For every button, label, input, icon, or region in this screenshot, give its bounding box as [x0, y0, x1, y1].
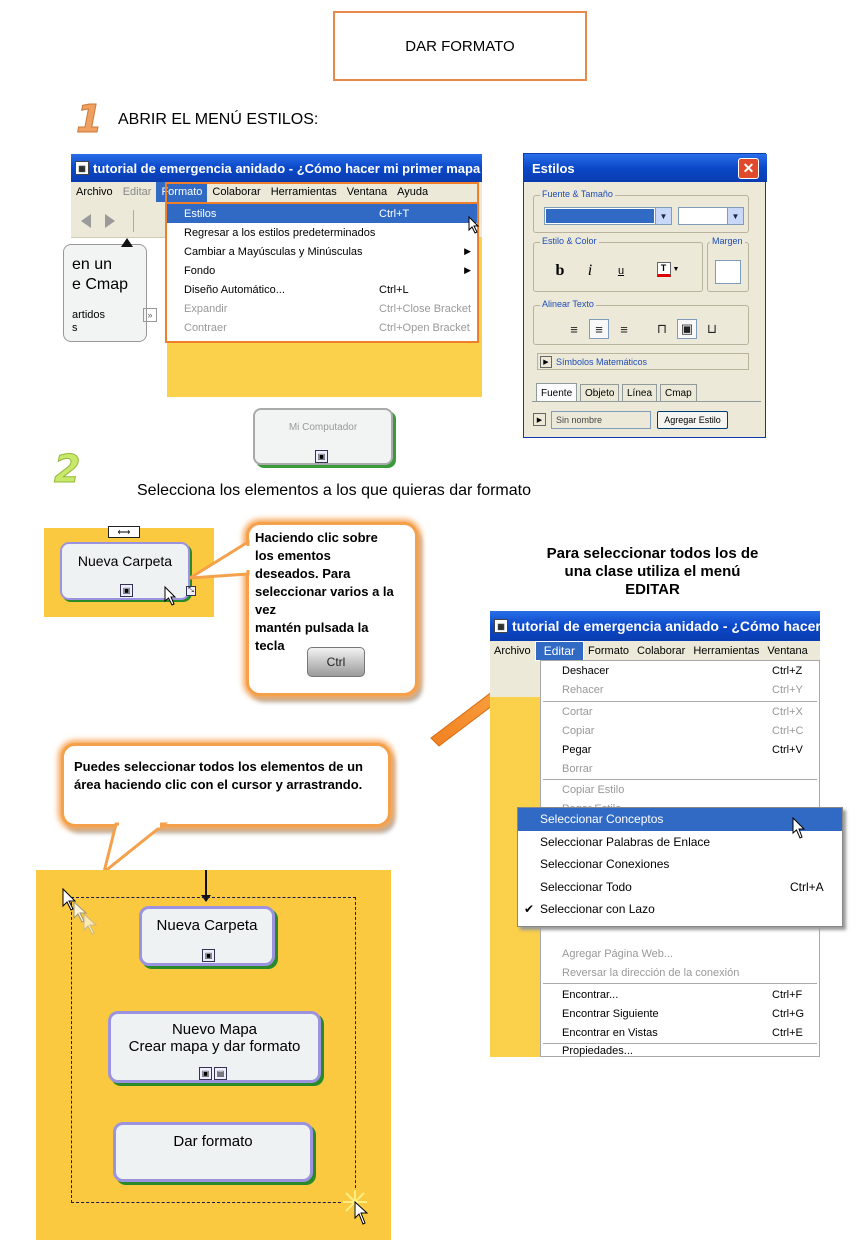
submenu-arrow-icon: ▶ — [464, 246, 471, 256]
add-style-label: Agregar Estilo — [664, 415, 721, 425]
italic-button[interactable]: i — [587, 262, 593, 279]
valign-bottom-icon[interactable]: ⊔ — [706, 321, 718, 336]
chevron-down-icon: ▼ — [672, 265, 680, 273]
menu-item-fondo[interactable] — [167, 261, 477, 280]
menu-archivo[interactable]: Archivo — [76, 186, 113, 198]
menu-item-shortcut: Ctrl+T — [379, 207, 410, 220]
margin-input[interactable] — [715, 260, 741, 284]
node-label: Dar formato — [173, 1133, 253, 1150]
menu-item-encontrar-siguiente[interactable] — [541, 1004, 819, 1023]
back-arrow-icon[interactable] — [81, 214, 91, 228]
tab-cmap[interactable]: Cmap — [660, 384, 697, 401]
text-color-icon — [657, 262, 671, 277]
menu-item-label: Seleccionar Todo — [540, 879, 632, 894]
menu-item-propiedades[interactable] — [541, 1044, 819, 1058]
menu-item-shortcut: Ctrl+X — [772, 705, 803, 718]
menu-item-label: Contraer — [184, 321, 227, 334]
menu-item-label: Borrar — [562, 762, 593, 775]
concept-node-nueva-carpeta[interactable] — [139, 906, 275, 966]
forward-arrow-icon[interactable] — [105, 214, 115, 228]
link-arrowhead-icon — [121, 238, 133, 247]
callout-line: seleccionar varios a la — [255, 584, 394, 599]
step-2-number: 2 — [54, 447, 81, 491]
menu-ventana[interactable]: Ventana — [767, 645, 808, 657]
node-document-icon[interactable]: ▤ — [214, 1067, 227, 1080]
window-title: tutorial de emergencia anidado - ¿Cómo hacer mi — [512, 618, 842, 634]
menu-editar[interactable]: Editar — [122, 186, 152, 198]
editar-heading — [515, 545, 790, 599]
menu-item-shortcut: Ctrl+Open Bracket — [379, 321, 470, 334]
menu-item-expandir[interactable] — [167, 299, 477, 318]
node-resource-icon[interactable]: ▣ — [120, 584, 133, 597]
node-text-line-3: artidos — [72, 309, 106, 321]
menu-item-shortcut: Ctrl+G — [772, 1007, 805, 1020]
add-style-button[interactable] — [657, 411, 728, 429]
callout-line: vez — [255, 602, 276, 617]
menu-item-shortcut: Ctrl+C — [772, 724, 804, 737]
node-text-line-2: e Cmap — [72, 276, 129, 293]
menu-item-shortcut: Ctrl+E — [772, 1026, 803, 1039]
valign-top-icon[interactable]: ⊓ — [656, 321, 668, 336]
node-text-line-4: s — [72, 322, 78, 334]
callout2-pointer — [96, 822, 168, 874]
ctrl-key-icon: Ctrl — [307, 647, 365, 677]
expand-triangle-icon: ▶ — [540, 356, 552, 368]
window-title: tutorial de emergencia anidado - ¿Cómo hacer mi primer mapa — [93, 160, 481, 176]
menu-item-seleccionar-conexiones[interactable] — [518, 853, 842, 876]
underline-button[interactable]: u — [617, 265, 625, 277]
callout1-pointer — [186, 540, 252, 600]
heading-line: EDITAR — [625, 581, 680, 598]
group-label: Alinear Texto — [542, 299, 594, 309]
dialog-title: Estilos — [532, 160, 575, 176]
menu-item-label: Agregar Página Web... — [562, 947, 674, 960]
group-label: Estilo & Color — [542, 236, 597, 246]
cmap-app-icon: ▦ — [75, 161, 89, 175]
menu-item-encontrar[interactable] — [541, 985, 819, 1004]
chevron-down-icon[interactable]: ▼ — [727, 208, 743, 224]
menubar — [490, 641, 820, 661]
menu-item-regresar-estilos[interactable] — [167, 223, 477, 242]
checkmark-icon: ✔ — [524, 902, 535, 917]
callout-line: los ementos — [255, 548, 331, 563]
step-1-text: ABRIR EL MENÚ ESTILOS: — [118, 111, 319, 128]
heading-line: Para seleccionar todos los de — [546, 545, 759, 562]
menu-archivo[interactable]: Archivo — [494, 645, 531, 657]
menu-item-label: Fondo — [184, 264, 216, 277]
dialog-titlebar — [524, 154, 767, 182]
menu-ventana[interactable]: Ventana — [346, 186, 388, 198]
menu-colaborar[interactable]: Colaborar — [212, 186, 261, 198]
menu-item-label: Seleccionar Conceptos — [540, 812, 664, 827]
menu-item-deshacer[interactable] — [541, 661, 819, 680]
menu-herramientas[interactable]: Herramientas — [270, 186, 337, 198]
toolbar-strip — [490, 661, 540, 697]
tab-fuente[interactable]: Fuente — [536, 383, 577, 402]
node-text-line-1: en un — [72, 256, 113, 273]
menu-item-shortcut: Ctrl+Close Bracket — [379, 302, 472, 315]
menu-item-pegar[interactable] — [541, 740, 819, 759]
group-label: Fuente & Tamaño — [542, 189, 613, 199]
page-title — [333, 11, 587, 81]
text-color-button[interactable] — [652, 258, 684, 280]
bold-button[interactable]: b — [555, 262, 565, 279]
font-family-selected — [546, 209, 654, 223]
menu-item-reversar-conexion[interactable] — [541, 963, 819, 982]
node-label: Nueva Carpeta — [77, 553, 173, 569]
node-resource-icon[interactable]: ▣ — [202, 949, 215, 962]
cmap-window-editar — [490, 611, 842, 1057]
menu-item-rehacer[interactable] — [541, 680, 819, 699]
node-resource-icon[interactable]: ▣ — [315, 450, 328, 463]
page-title-text: DAR FORMATO — [405, 37, 515, 55]
style-name-value: Sin nombre — [556, 415, 603, 425]
tab-objeto[interactable]: Objeto — [580, 384, 619, 401]
menu-item-encontrar-vistas[interactable] — [541, 1023, 819, 1042]
text-color-letter: T — [660, 262, 667, 273]
tab-strip-line — [532, 401, 761, 402]
callout-line: tecla — [255, 638, 285, 653]
node-label-line-1: Nuevo Mapa — [171, 1021, 258, 1038]
math-symbols-label: Símbolos Matemáticos — [556, 356, 648, 367]
menu-item-label: Seleccionar Conexiones — [540, 857, 670, 872]
callout-text: Puedes seleccionar todos los elementos de un área haciendo clic con el cursor y arrastrando. — [74, 759, 363, 792]
menu-item-label: Propiedades... — [562, 1045, 633, 1057]
menu-separator — [543, 983, 817, 984]
callout-line: deseados. Para — [255, 566, 351, 581]
menu-item-label: Copiar Estilo — [562, 783, 625, 796]
font-size-select[interactable] — [678, 207, 744, 225]
callout-area-select — [61, 743, 391, 827]
menu-item-shortcut: Ctrl+Z — [772, 664, 803, 677]
node-label: Nueva Carpeta — [156, 917, 258, 934]
menu-colaborar[interactable]: Colaborar — [637, 645, 686, 657]
menu-item-label: Seleccionar Palabras de Enlace — [540, 834, 711, 849]
menu-item-label: Deshacer — [562, 664, 610, 677]
expand-arrow-icon[interactable]: » — [143, 308, 157, 322]
style-name-field[interactable] — [551, 411, 651, 429]
menu-item-label: Cambiar a Mayúsculas y Minúsculas — [184, 245, 363, 258]
step-2-text: Selecciona los elementos a los que quieras dar formato — [137, 482, 531, 499]
align-left-icon[interactable]: ≡ — [570, 321, 578, 337]
menu-item-label: Pegar — [562, 743, 592, 756]
cmap-window-formato — [71, 154, 482, 461]
toolbar-separator — [133, 210, 134, 232]
formato-menu-highlight-frame — [165, 182, 479, 204]
concept-node-under-menu[interactable] — [253, 408, 393, 465]
window-titlebar — [71, 154, 482, 182]
menu-item-label: Estilos — [184, 207, 217, 220]
callout-ctrl-select — [246, 522, 418, 696]
align-center-icon[interactable]: ≡ — [589, 319, 609, 339]
menu-item-cambiar-mayusculas[interactable] — [167, 242, 477, 261]
menu-item-label: Encontrar en Vistas — [562, 1026, 658, 1039]
submenu-arrow-icon: ▶ — [464, 265, 471, 275]
link-arrow-icon — [205, 870, 207, 898]
callout-line: Haciendo clic sobre — [255, 530, 378, 545]
menu-item-cortar[interactable] — [541, 702, 819, 721]
menu-item-shortcut: Ctrl+Y — [772, 683, 803, 696]
menu-item-diseno-automatico[interactable] — [167, 280, 477, 299]
node-label-line-2: Crear mapa y dar formato — [128, 1038, 301, 1055]
menu-ayuda[interactable]: Ayuda — [397, 186, 429, 198]
node-under-label: Mi Computador — [288, 422, 358, 433]
style-expander-icon[interactable]: ▶ — [533, 413, 546, 426]
group-label: Margen — [712, 236, 743, 246]
math-symbols-expander[interactable] — [537, 353, 749, 370]
menu-item-label: Encontrar Siguiente — [562, 1007, 659, 1020]
chevron-down-icon[interactable]: ▼ — [655, 208, 671, 224]
heading-line: una clase utiliza el menú — [564, 563, 741, 580]
cmap-app-icon: ▦ — [494, 619, 508, 633]
resize-handle-icon[interactable]: ⟷ — [108, 526, 140, 538]
lasso-selection-area — [36, 870, 391, 1240]
concept-node-dar-formato[interactable] — [113, 1122, 313, 1182]
align-right-icon[interactable]: ≡ — [620, 321, 628, 337]
step-1-number: 1 — [76, 97, 103, 141]
menu-item-borrar[interactable] — [541, 759, 819, 778]
menu-item-label: Rehacer — [562, 683, 604, 696]
menu-item-contraer[interactable] — [167, 318, 477, 337]
menu-item-label: Copiar — [562, 724, 595, 737]
menu-item-label: Regresar a los estilos predeterminados — [184, 226, 376, 239]
window-titlebar — [490, 611, 842, 641]
callout-line: mantén pulsada la — [255, 620, 369, 635]
menu-item-label: Reversar la dirección de la conexión — [562, 966, 740, 979]
menu-formato[interactable]: Formato — [588, 645, 630, 657]
menu-editar[interactable]: Editar — [535, 641, 584, 661]
valign-middle-icon[interactable]: ▣ — [677, 319, 697, 339]
menu-item-label: Seleccionar con Lazo — [540, 902, 655, 917]
tab-linea[interactable]: Línea — [622, 384, 657, 401]
menu-item-estilos[interactable] — [167, 204, 477, 223]
menu-item-copiar[interactable] — [541, 721, 819, 740]
formato-dropdown — [165, 202, 479, 343]
menu-item-label: Encontrar... — [562, 988, 619, 1001]
menu-item-shortcut: Ctrl+F — [772, 988, 803, 1001]
menu-item-shortcut: Ctrl+V — [772, 743, 803, 756]
menu-item-seleccionar-lazo[interactable] — [518, 898, 842, 921]
estilos-dialog — [523, 153, 766, 438]
concept-node-partial[interactable] — [63, 244, 147, 342]
menu-formato[interactable]: Formato — [156, 182, 207, 202]
menu-item-label: Diseño Automático... — [184, 283, 285, 296]
menu-item-shortcut: Ctrl+L — [379, 283, 409, 296]
menu-item-shortcut: Ctrl+A — [790, 879, 824, 894]
menu-item-agregar-pagina-web[interactable] — [541, 944, 819, 963]
menu-item-copiar-estilo[interactable] — [541, 780, 819, 799]
menu-item-label: Expandir — [184, 302, 228, 315]
close-icon[interactable]: ✕ — [738, 158, 759, 179]
menu-item-seleccionar-todo[interactable] — [518, 876, 842, 899]
node-resize-icon[interactable]: ⤡ — [186, 586, 196, 596]
node-resource-icon[interactable]: ▣ — [199, 1067, 212, 1080]
font-family-select[interactable] — [544, 207, 672, 225]
menu-herramientas[interactable]: Herramientas — [693, 645, 760, 657]
menu-item-label: Cortar — [562, 705, 593, 718]
concept-node-nuevo-mapa[interactable] — [108, 1011, 321, 1083]
